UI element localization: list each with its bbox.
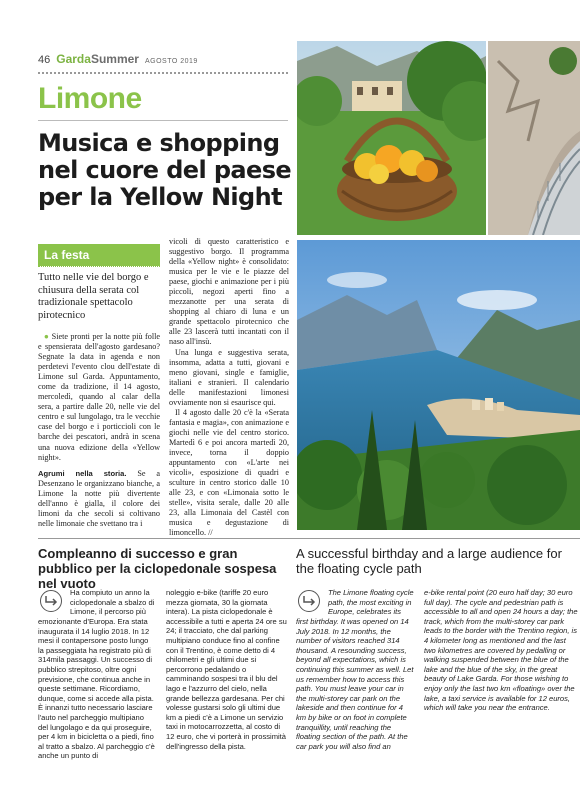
article-column-1 <box>38 332 160 529</box>
article-column-2 <box>169 237 289 538</box>
paragraph: vicoli di questo caratteristico e suggestivo borgo. Il programma della «Yellow night» è consolidato: musica per le vie e le piazze del paese, giochi e animazione per i più piccoli, negozi aperti fino a mezzanotte per una serata di shopping al chiaro di luna e un grande spettacolo pirotecnico che alle 23 lascerà tutti incantati con il naso all'insù. <box>169 237 289 347</box>
paragraph <box>169 408 289 539</box>
lemon-basket-photo <box>297 41 486 235</box>
bottom-divider <box>38 538 580 539</box>
bottom-en-col1: first birthday. It was opened on 14 July 2018. In 12 months, the number of visitors reached 314 thousand. A resounding success, beyond all expectations, which is continuing this summer as well. Let us remember how to access this path. You must leave your car in the multi-storey car park on the lakeside and then continue for 4 km by bike or on foot in complete tranquillity, until reaching the floating section of the path. At the car park you will also find an <box>296 617 414 751</box>
subheading: Agrumi nella storia. <box>38 468 127 478</box>
page-number: 46 <box>38 54 51 66</box>
bottom-it-col2: noleggio e-bike (tariffe 20 euro mezza giornata, 30 la giornata intera). La pista ciclopedonale è accessibile a tutti e aperta 24 ore su 24; il tracciato, che dal parking multipiano conduce fino al confine con il Trentino, è come detto di 4 chilometri e gli ultimi due si percorrono pedalando o camminando sospesi tra il blu del lago e l'azzurro del cielo, nella grande bellezza gardesana. Per chi volesse gustarsi solo gli ultimi due km a piedi c'è a Limone un servizio taxi in motocarrozzetta, al costo di 12 euro, che vi porterà in prossimità dell'ingresso della pista. <box>166 588 287 751</box>
brand-garda: Garda <box>56 52 91 66</box>
paragraph-text: Se a Desenzano le organizzano bianche, a Limone la notte più divertente dell'anno è gialla, il colore dei limoni da che secoli si coltivano nelle limonaie che svettano tra i <box>38 468 160 528</box>
page-header <box>38 52 288 68</box>
arrow-icon <box>298 590 320 612</box>
bottom-it-col1-top: Ha compiuto un anno la ciclopedonale a sbalzo di Limone, il percorso più <box>70 588 155 617</box>
label-divider <box>38 266 160 267</box>
end-mark: // <box>208 528 213 538</box>
bottom-title-it: Compleanno di successo e gran pubblico per la ciclopedonale sospesa nel vuoto <box>38 546 277 591</box>
paragraph <box>38 469 160 529</box>
paragraph <box>38 332 160 463</box>
paragraph: Una lunga e suggestiva serata, insomma, adatta a tutti, giovani e meno giovani, single e famiglie, italiani e stranieri. Il calendario delle manifestazioni limonesi ovviamente non si esaurisce qui. <box>169 347 289 407</box>
cliff-path-photo <box>488 41 580 235</box>
issue-date: AGOSTO 2019 <box>144 58 198 65</box>
limone-lake-photo <box>297 240 580 530</box>
bottom-title-en: A successful birthday and a large audience for the floating cycle path <box>296 546 562 576</box>
section-divider <box>38 120 288 121</box>
section-title: Limone <box>38 82 142 115</box>
arrow-icon <box>40 590 62 612</box>
label-bar: La festa <box>38 244 160 266</box>
brand-summer: Summer <box>90 52 139 66</box>
paragraph-text: Il 4 agosto dalle 20 c'è la «Serata fantasia e magia», con animazione e giochi nelle vie del centro storico. Martedì 6 e poi ancora martedì 20, invece, torna il doppio appuntamento con «L'arte nei vicoli», esposizione di quadri e sculture in centro storico dalle 10 alle 23, e con «Limonaia sotto le stelle», visita serale, dalle 20 alle 23, alla Limonaia del Castèl con musica e degustazione di limoncello. <box>169 407 289 538</box>
bullet-icon: ● <box>44 332 50 341</box>
bottom-it-col1: emozionante d'Europa. Era stata inaugurata il 14 luglio 2018. In 12 mesi il contapersone posto lungo la passeggiata ha registrato più di 314mila passaggi. Un successo di pubblico strepitoso, oltre ogni previsione, che continua anche in queste settimane. Ricordiamo, dunque, come si accede alla pista. È innanzi tutto necessario lasciare l'auto nel parcheggio multipiano del lungolago e da qui proseguire, per 4 km in bicicletta o a piedi, fino al tratto a sbalzo. Al parcheggio c'è anche un punto di <box>38 617 155 761</box>
bottom-en-col1-top: The Limone floating cycle path, the most exciting in Europe, celebrates its <box>328 588 414 617</box>
paragraph-text: Siete pronti per la notte più folle e spensierata dell'agosto gardesano? Segnate la data in agenda e non perdetevi l'evento clou dell'estate di Limone sul Garda. Appuntamento, come da tradizione, il 14 agosto, mercoledì, quando al calar della sera, a partire dalle 20, nelle vie del centro e sul lungolago, tra le vecchie case del borgo e i porticcioli con le barche dei pescatori, andrà in scena una nuova edizione della «Yellow night». <box>38 332 160 462</box>
article-headline: Musica e shopping nel cuore del paese per la Yellow Night <box>38 129 292 211</box>
bottom-en-col2: e-bike rental point (20 euro half day; 30 euro full day). The cycle and pedestrian path is accessible to all and open 24 hours a day; the track, which from the multi-storey car park leads to the border with the Trentino region, is 4 kilometer long as mentioned and the last two kilometres are covered by pedalling or walking suspended between the blue of the lake and the blue of the sky, in the great beauty of Lake Garda. For those wishing to enjoy only the last two km «floating» over the lake, a taxi service is available for 12 euros, which will take you near the entrance. <box>424 588 578 713</box>
article-lead: Tutto nelle vie del borgo e chiusura della serata col tradizionale spettacolo pirotecnico <box>38 272 149 321</box>
header-divider <box>38 72 288 74</box>
